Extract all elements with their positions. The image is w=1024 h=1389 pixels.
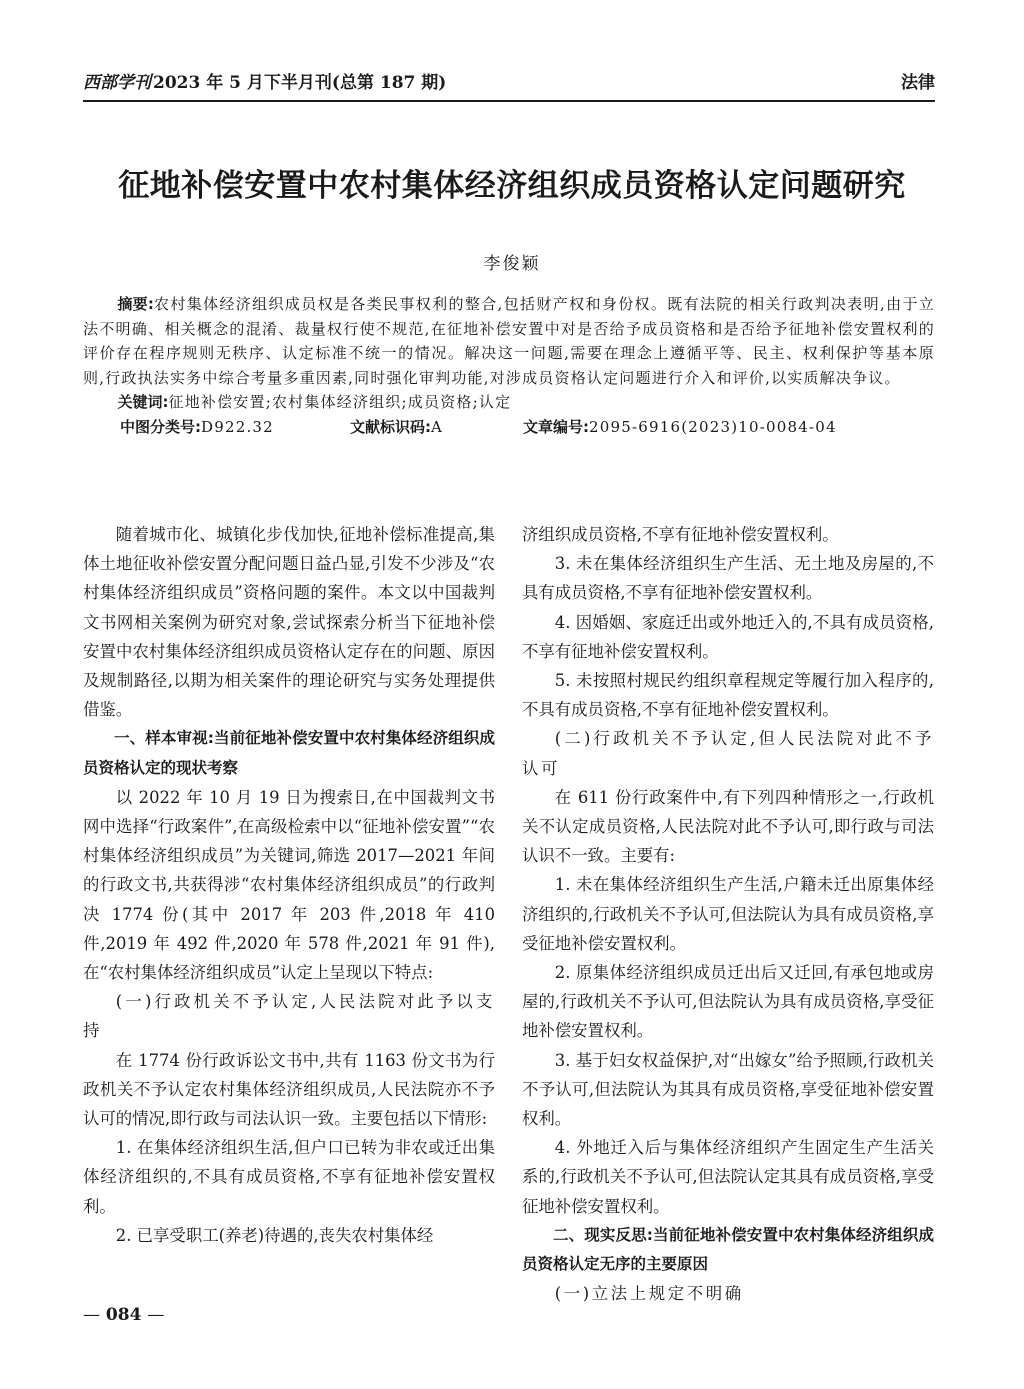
- article-value: 2095-6916(2023)10-0084-04: [589, 417, 837, 436]
- keywords-label: 关键词:: [117, 393, 169, 411]
- list-item: 2. 已享受职工(养老)待遇的,丧失农村集体经: [115, 1225, 434, 1245]
- list-item: 5. 未按照村规民约组织章程规定等履行加入程序的,不具有成员资格,不享有征地补偿安置权利。: [522, 671, 934, 720]
- abstract: [83, 292, 935, 390]
- list-item: 4. 因婚姻、家庭迁出或外地迁入的,不具有成员资格,不享有征地补偿安置权利。: [522, 612, 934, 661]
- clc-code: [120, 415, 274, 440]
- journal-logo-text: 西部学刊: [83, 73, 151, 93]
- keywords: [83, 390, 935, 415]
- article-title: 征地补偿安置中农村集体经济组织成员资格认定问题研究: [118, 168, 906, 204]
- doc-value: A: [431, 417, 444, 436]
- abstract-label: 摘要:: [117, 295, 154, 313]
- list-item: 1. 在集体经济组织生活,但户口已转为非农或迁出集体经济组织的,不具有成员资格,不享有征地补偿安置权利。: [83, 1138, 495, 1216]
- section-heading-1: 一、样本审视:当前征地补偿安置中农村集体经济组织成员资格认定的现状考察: [83, 729, 495, 777]
- abstract-block: [83, 292, 935, 441]
- footer-dash-left: —: [83, 1305, 100, 1325]
- subsection-heading: (一)行政机关不予认定,人民法院对此予以支持: [83, 992, 495, 1041]
- clc-value: D922.32: [201, 417, 274, 436]
- classification-row: [83, 415, 935, 441]
- page-footer: [83, 1303, 164, 1327]
- issue-info: 2023 年 5 月下半月刊(总第 187 期): [153, 73, 447, 93]
- running-header: [83, 72, 935, 102]
- keywords-text: 征地补偿安置;农村集体经济组织;成员资格;认定: [168, 393, 512, 411]
- section-heading-2: 二、现实反思:当前征地补偿安置中农村集体经济组织成员资格认定无序的主要原因: [522, 1225, 934, 1274]
- subsection-heading: (一)立法上规定不明确: [554, 1284, 744, 1304]
- list-item: 1. 未在集体经济组织生产生活,户籍未迁出原集体经济组织的,行政机关不予认可,但法院认为具有成员资格,享受征地补偿安置权利。: [522, 875, 934, 953]
- footer-dash-right: —: [147, 1305, 165, 1325]
- intro-paragraph: 随着城市化、城镇化步伐加快,征地补偿标准提高,集体土地征收补偿安置分配问题日益凸显,引发不少涉及“农村集体经济组织成员”资格问题的案件。本文以中国裁判文书网相关案例为研究对象,尝试探索分析当下征地补偿安置中农村集体经济组织成员资格认定存在的问题、原因及规制路径,以期为相关案件的理论研究与实务处理提供借鉴。: [83, 525, 495, 720]
- section-name: 法律: [901, 73, 935, 93]
- list-item: 2. 原集体经济组织成员迁出后又迁回,有承包地或房屋的,行政机关不予认可,但法院认为具有成员资格,享受征地补偿安置权利。: [522, 963, 934, 1041]
- abstract-text: 农村集体经济组织成员权是各类民事权利的整合,包括财产权和身份权。既有法院的相关行政判决表明,由于立法不明确、相关概念的混淆、裁量权行使不规范,在征地补偿安置中对是否给予成员资格和是否给予征地补偿安置权利的评价存在程序规则无秩序、认定标准不统一的情况。解决这一问题,需要在理念上遵循平等、民主、权利保护等基本原则,行政执法实务中综合考量多重因素,同时强化审判功能,对涉成员资格认定问题进行介入和评价,以实质解决争议。: [83, 295, 936, 387]
- continued-paragraph: 济组织成员资格,不享有征地补偿安置权利。: [522, 525, 839, 544]
- doc-code: [350, 415, 443, 440]
- article-label: 文章编号:: [523, 417, 589, 436]
- doc-label: 文献标识码:: [350, 417, 431, 436]
- page-number: 084: [105, 1305, 142, 1325]
- paragraph: 在 611 份行政案件中,有下列四种情形之一,行政机关不认定成员资格,人民法院对此不予认可,即行政与司法认识不一致。主要有:: [522, 787, 934, 866]
- body-column-right: [522, 520, 934, 1308]
- article-number: [523, 415, 837, 440]
- journal-issue: [83, 72, 446, 94]
- list-item: 4. 外地迁入后与集体经济组织产生固定生产生活关系的,行政机关不予认可,但法院认定其具有成员资格,享受征地补偿安置权利。: [522, 1138, 934, 1216]
- subsection-heading: (二)行政机关不予认定,但人民法院对此不予认可: [522, 729, 934, 778]
- clc-label: 中图分类号:: [120, 417, 201, 436]
- list-item: 3. 基于妇女权益保护,对“出嫁女”给予照顾,行政机关不予认可,但法院认为其具有成员资格,享受征地补偿安置权利。: [522, 1050, 934, 1129]
- paragraph: 以 2022 年 10 月 19 日为搜索日,在中国裁判文书网中选择“行政案件”,在高级检索中以“征地补偿安置”“农村集体经济组织成员”为关键词,筛选 2017—2021 年间的行政文书,共获得涉“农村集体经济组织成员”的行政判决 1774 份(其中 2017 年 203 件,2018 年 410 件,2019 年 492 件,2020 年 578 件,2021 年 91 件),在“农村集体经济组织成员”认定上呈现以下特点:: [83, 787, 495, 983]
- list-item: 3. 未在集体经济组织生产生活、无土地及房屋的,不具有成员资格,不享有征地补偿安置权利。: [522, 554, 934, 603]
- paragraph: 在 1774 份行政诉讼文书中,共有 1163 份文书为行政机关不予认定农村集体经济组织成员,人民法院亦不予认可的情况,即行政与司法认识一致。主要包括以下情形:: [83, 1050, 495, 1129]
- body-column-left: [83, 520, 495, 1250]
- author-name: 李俊颖: [483, 254, 541, 274]
